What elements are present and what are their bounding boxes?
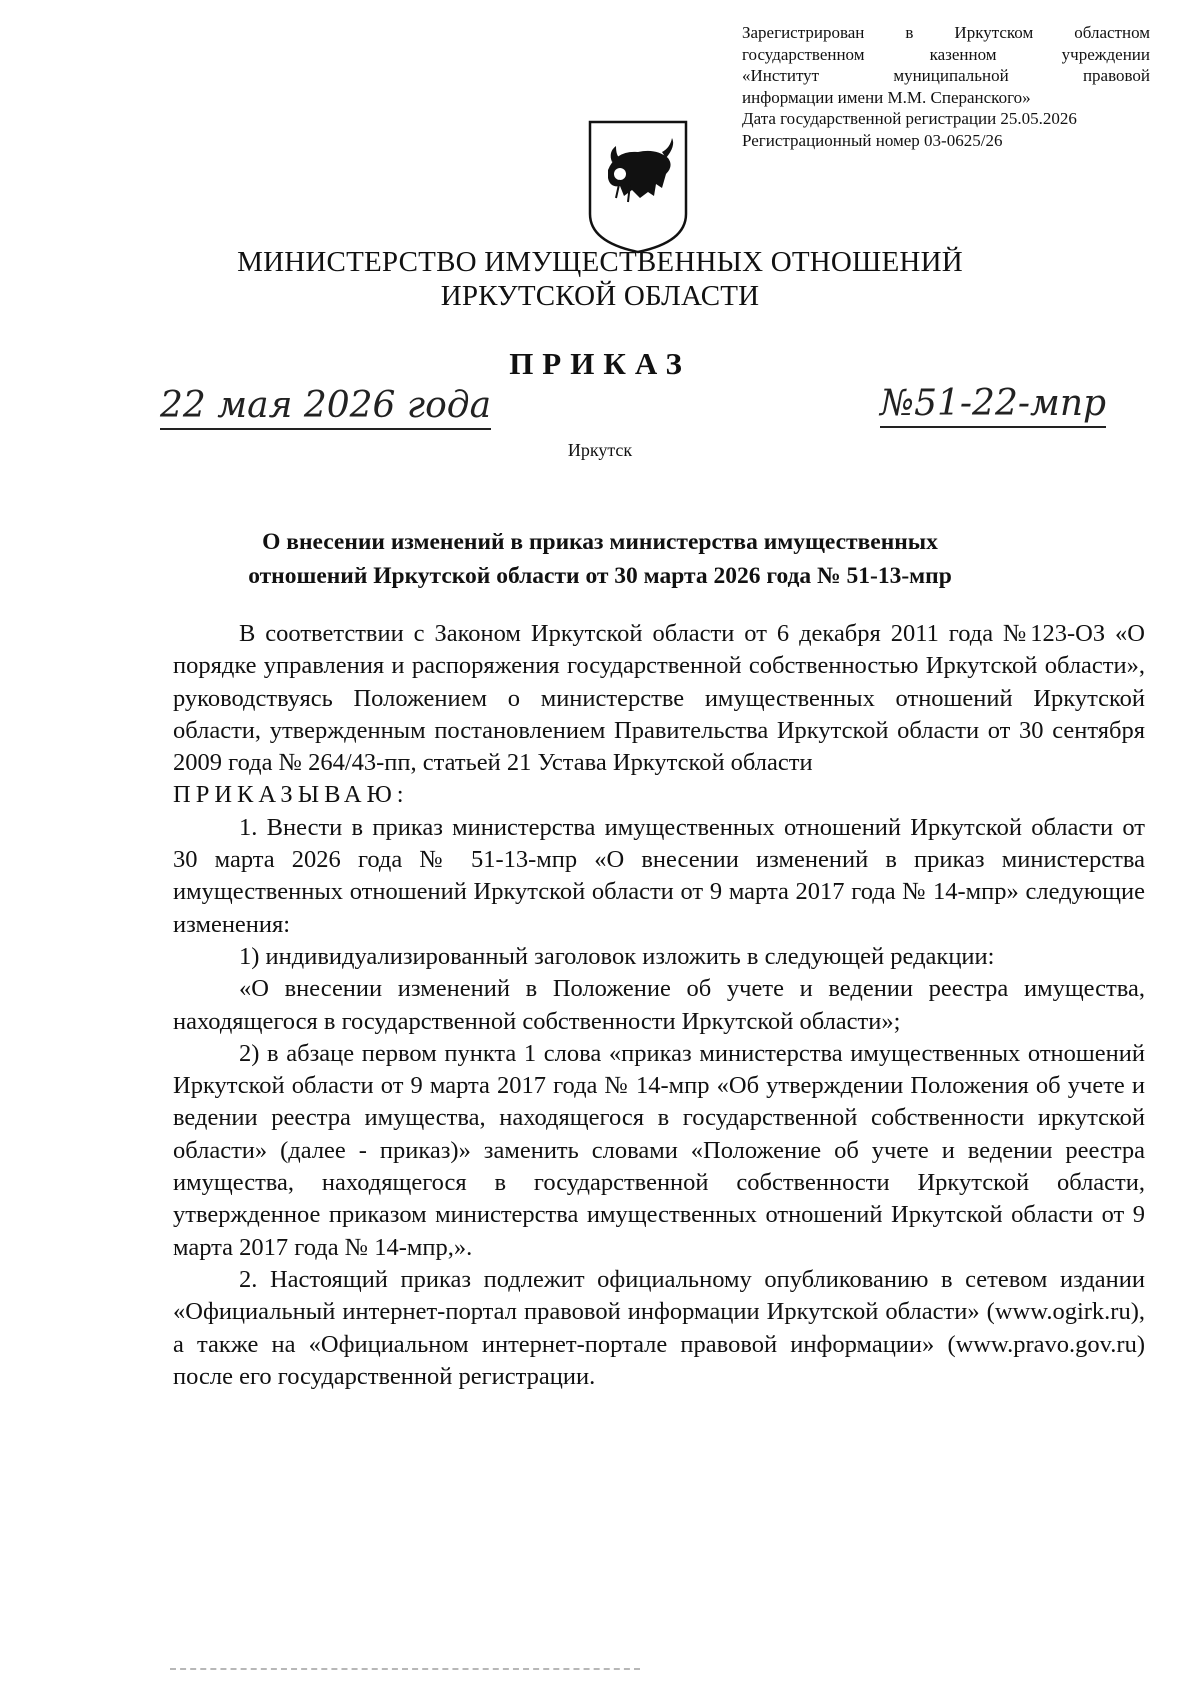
registration-line: Дата государственной регистрации 25.05.2026 <box>742 109 1077 128</box>
registration-stamp <box>742 22 1150 151</box>
preamble-paragraph: В соответствии с Законом Иркутской области от 6 декабря 2011 года №123-ОЗ «О порядке управления и распоряжения государственной собственностью Иркутской области», руководствуясь Положением о министерстве имущественных отношений Иркутской области, утвержденным постановлением Правительства Иркутской области от 30 сентября 2009 года № 264/43-пп, статьей 21 Устава Иркутской области <box>173 620 1145 777</box>
paragraph-item-2: 2. Настоящий приказ подлежит официальному опубликованию в сетевом издании «Официальный интернет-портал правовой информации Иркутской области» (www.ogirk.ru), а также на «Официальном интернет-портале правовой информации» (www.pravo.gov.ru) после его государственной регистрации. <box>173 1265 1145 1390</box>
document-title-line: О внесении изменений в приказ министерства имущественных <box>262 529 938 555</box>
handwritten-date: 22 мая 2026 года <box>160 385 491 430</box>
handwritten-number: №51-22-мпр <box>880 383 1106 428</box>
registration-line: «Институт муниципальной правовой <box>742 66 1150 85</box>
scan-artifact-divider <box>170 1668 640 1674</box>
document-title <box>150 525 1050 593</box>
ministry-name-line1: МИНИСТЕРСТВО ИМУЩЕСТВЕННЫХ ОТНОШЕНИЙ <box>237 246 963 278</box>
document-title-line: отношений Иркутской области от 30 марта 2026 года № 51-13-мпр <box>248 563 952 589</box>
order-word: ПРИКАЗЫВАЮ: <box>173 781 409 809</box>
paragraph-item-1: 1. Внести в приказ министерства имущественных отношений Иркутской области от 30 марта 2026 года № 51-13-мпр «О внесении изменений в приказ министерства имущественных отношений Иркутской области от 9 марта 2017 года № 14-мпр» следующие изменения: <box>173 813 1145 938</box>
ministry-name-line2: ИРКУТСКОЙ ОБЛАСТИ <box>440 280 760 312</box>
registration-line: информации имени М.М. Сперанского» <box>742 87 1031 107</box>
registration-line: государственном казенном учреждении <box>742 44 1150 64</box>
paragraph-item-1-1-quote: «О внесении изменений в Положение об учете и ведении реестра имущества, находящегося в государственной собственности Иркутской области»; <box>173 975 1145 1035</box>
paragraph-item-1-1: 1) индивидуализированный заголовок изложить в следующей редакции: <box>239 942 995 970</box>
coat-of-arms-icon <box>586 118 690 256</box>
document-type: ПРИКАЗ <box>509 346 691 381</box>
document-body <box>173 618 1145 1393</box>
city: Иркутск <box>567 440 633 460</box>
registration-line: Зарегистрирован в Иркутском областном <box>742 23 1150 42</box>
paragraph-item-1-2: 2) в абзаце первом пункта 1 слова «приказ министерства имущественных отношений Иркутской области от 9 марта 2017 года № 14-мпр «Об утверждении Положения об учете и ведении реестра имущества, находящегося в государственной собственности иркутской области» (далее - приказ)» заменить словами «Положение об учете и ведении реестра имущества, находящегося в государственной собственности Иркутской области, утвержденное приказом министерства имущественных отношений Иркутской области от 9 марта 2017 года № 14-мпр,». <box>173 1039 1145 1261</box>
registration-line: Регистрационный номер 03-0625/26 <box>742 130 1003 150</box>
